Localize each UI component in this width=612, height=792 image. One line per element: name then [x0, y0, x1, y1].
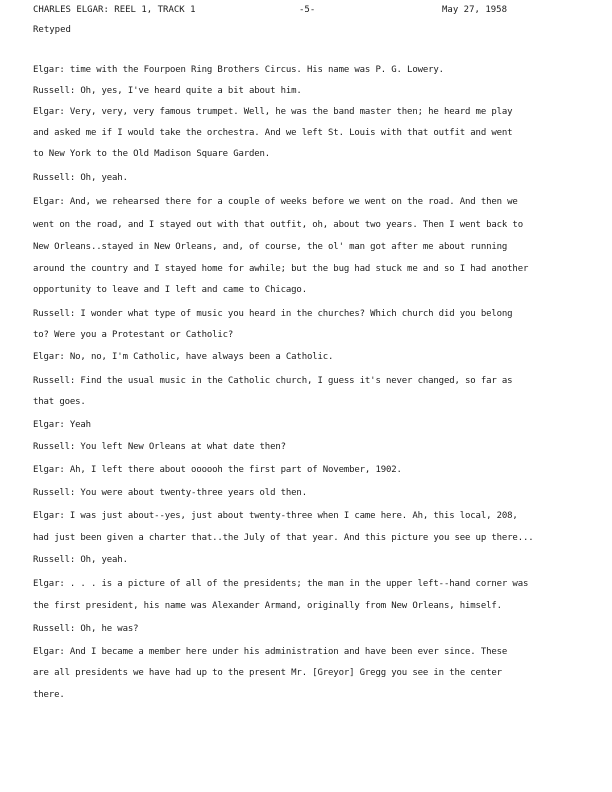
transcript-line: Elgar: Very, very, very famous trumpet. Well, he was the band master then; he heard me play: [33, 107, 513, 117]
transcript-line: Russell: I wonder what type of music you heard in the churches? Which church did you belong: [33, 309, 513, 319]
transcript-line: Elgar: I was just about--yes, just about twenty-three when I came here. Ah, this local, 208,: [33, 511, 518, 521]
transcript-line: Elgar: Yeah: [33, 420, 91, 430]
transcript-line: to? Were you a Protestant or Catholic?: [33, 330, 234, 340]
header-reel-track: CHARLES ELGAR: REEL 1, TRACK 1: [33, 5, 196, 15]
transcript-line: Russell: You were about twenty-three years old then.: [33, 488, 307, 498]
transcript-line: around the country and I stayed home for awhile; but the bug had stuck me and so I had another: [33, 264, 529, 274]
transcript-line: the first president, his name was Alexander Armand, originally from New Orleans, himself.: [33, 601, 502, 611]
transcript-line: Elgar: . . . is a picture of all of the presidents; the man in the upper left--hand corner was: [33, 579, 529, 589]
transcript-line: Russell: Oh, yeah.: [33, 555, 128, 565]
transcript-line: Russell: You left New Orleans at what date then?: [33, 442, 286, 452]
transcript-line: and asked me if I would take the orchestra. And we left St. Louis with that outfit and went: [33, 128, 513, 138]
transcript-line: Elgar: Ah, I left there about oooooh the first part of November, 1902.: [33, 465, 402, 475]
transcript-line: Elgar: And I became a member here under his administration and have been ever since. These: [33, 647, 508, 657]
transcript-line: are all presidents we have had up to the present Mr. [Greyor] Gregg you see in the center: [33, 668, 502, 678]
transcript-line: had just been given a charter that..the July of that year. And this picture you see up there...: [33, 533, 534, 543]
transcript-line: Russell: Oh, he was?: [33, 624, 139, 634]
transcript-line: to New York to the Old Madison Square Garden.: [33, 149, 271, 159]
transcript-line: Elgar: And, we rehearsed there for a couple of weeks before we went on the road. And then we: [33, 197, 518, 207]
transcript-line: Russell: Oh, yeah.: [33, 173, 128, 183]
retyped-label: Retyped: [33, 25, 71, 35]
transcript-line: that goes.: [33, 397, 86, 407]
transcript-line: Russell: Oh, yes, I've heard quite a bit about him.: [33, 86, 302, 96]
header-date: May 27, 1958: [442, 5, 508, 15]
header-page-number: -5-: [299, 5, 316, 15]
transcript-line: went on the road, and I stayed out with that outfit, oh, about two years. Then I went back to: [33, 220, 523, 230]
transcript-line: Elgar: time with the Fourpoen Ring Brothers Circus. His name was P. G. Lowery.: [33, 65, 444, 75]
transcript-line: Elgar: No, no, I'm Catholic, have always been a Catholic.: [33, 352, 334, 362]
transcript-line: there.: [33, 690, 65, 700]
transcript-line: New Orleans..stayed in New Orleans, and, of course, the ol' man got after me about running: [33, 242, 508, 252]
transcript-line: Russell: Find the usual music in the Catholic church, I guess it's never changed, so far as: [33, 376, 513, 386]
transcript-line: opportunity to leave and I left and came to Chicago.: [33, 285, 307, 295]
